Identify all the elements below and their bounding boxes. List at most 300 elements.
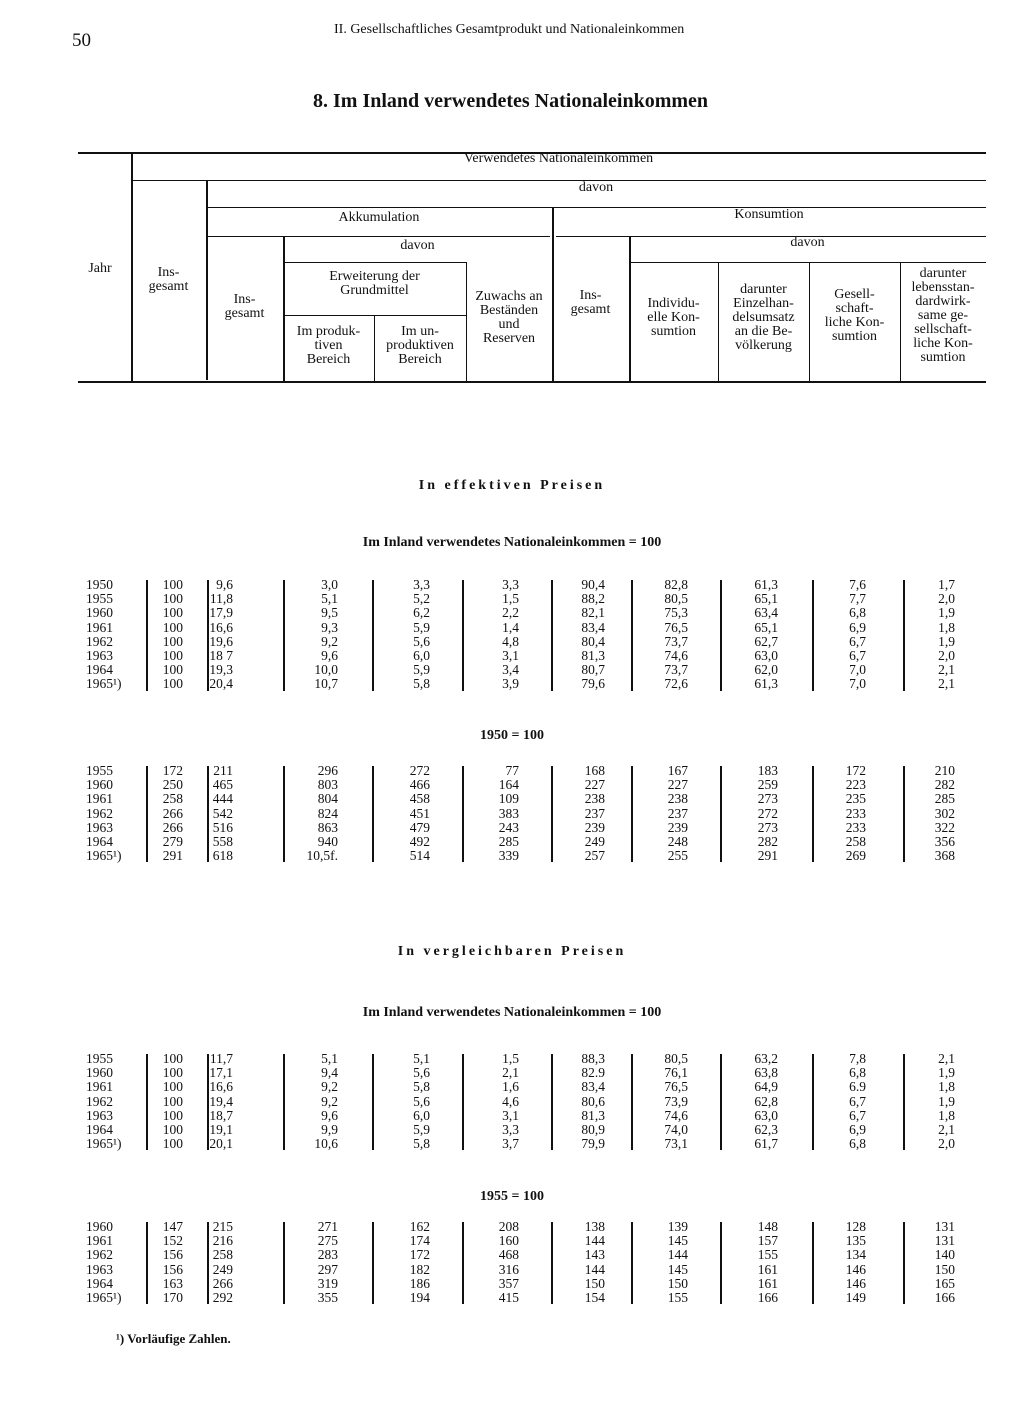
header-individuelle: [629, 297, 718, 339]
value-cell: 80,5: [664, 1051, 688, 1066]
header-insgesamt-line: Ins-: [579, 288, 602, 303]
value-cell: 11,7: [209, 1051, 233, 1066]
header-individuelle-line: Individu-: [647, 296, 700, 311]
header-im-unproduktiven-line: Im un-: [401, 324, 439, 339]
header-lebensstandard-line: sellschaft-: [914, 322, 972, 337]
value-cell: 19,4: [209, 1093, 233, 1109]
value-cell: 143: [584, 1247, 605, 1263]
value-cell: 100: [162, 676, 183, 692]
value-column: [628, 1052, 688, 1151]
header-im-unproduktiven-line: Bereich: [398, 352, 442, 367]
value-cell: 16,6: [209, 1079, 233, 1095]
value-cell: 88,3: [581, 1051, 605, 1066]
value-cell: 272: [757, 805, 778, 821]
value-cell: 3,9: [502, 676, 519, 692]
value-cell: 279: [162, 833, 183, 849]
value-column: [459, 1220, 519, 1305]
value-cell: 5,6: [413, 1093, 430, 1109]
value-cell: 940: [317, 833, 338, 849]
value-cell: 80,9: [581, 1121, 605, 1137]
value-cell: 82,8: [664, 577, 688, 592]
value-cell: 9,6: [321, 647, 338, 663]
value-cell: 296: [317, 763, 338, 778]
year-cell: 1963: [86, 1261, 113, 1277]
value-cell: 10,6: [314, 1136, 338, 1152]
value-cell: 76,5: [664, 1079, 688, 1095]
value-cell: 79,6: [581, 676, 605, 692]
value-cell: 100: [162, 662, 183, 678]
header-zuwachs-line: Zuwachs an: [475, 289, 543, 304]
year-cell: 1963: [86, 647, 113, 663]
value-cell: 211: [213, 763, 233, 778]
value-cell: 223: [845, 777, 866, 793]
value-cell: 20,4: [209, 676, 233, 692]
value-cell: 492: [409, 833, 430, 849]
value-cell: 258: [212, 1247, 233, 1263]
value-cell: 249: [212, 1261, 233, 1277]
value-cell: 249: [584, 833, 605, 849]
value-cell: 250: [162, 777, 183, 793]
value-cell: 62,0: [754, 662, 778, 678]
value-cell: 3,7: [502, 1136, 519, 1152]
year-cell: 1961: [86, 791, 113, 807]
value-cell: 145: [667, 1233, 688, 1249]
value-cell: 100: [162, 605, 183, 621]
value-cell: 183: [757, 763, 778, 778]
table-title: 8. Im Inland verwendetes Nationaleinkommen: [313, 90, 709, 112]
value-cell: 7,8: [849, 1051, 866, 1066]
header-lebensstandard-line: darunter: [919, 266, 967, 281]
value-cell: 100: [162, 1079, 183, 1095]
value-column: [718, 578, 778, 692]
value-cell: 149: [845, 1289, 866, 1305]
header-lebensstandard: [900, 267, 986, 365]
value-cell: 100: [162, 633, 183, 649]
value-cell: 156: [162, 1261, 183, 1277]
value-cell: 61,3: [754, 577, 778, 592]
value-cell: 138: [584, 1219, 605, 1234]
value-cell: 1,9: [938, 633, 955, 649]
block-subheading: Im Inland verwendetes Nationaleinkommen = 100: [362, 535, 662, 550]
value-column: [545, 1220, 605, 1305]
value-cell: 4,8: [502, 633, 519, 649]
year-cell: 1955: [86, 763, 113, 778]
value-cell: 6,0: [413, 647, 430, 663]
value-cell: 1,9: [938, 1093, 955, 1109]
header-bottom-rule: [78, 381, 986, 383]
header-zuwachs: [466, 290, 552, 346]
value-cell: 291: [757, 848, 778, 864]
value-cell: 7,0: [849, 662, 866, 678]
value-cell: 259: [757, 777, 778, 793]
value-cell: 271: [317, 1219, 338, 1234]
value-cell: 17,9: [209, 605, 233, 621]
value-cell: 468: [498, 1247, 519, 1263]
value-column: [173, 764, 233, 863]
value-cell: 355: [317, 1289, 338, 1305]
value-cell: 156: [162, 1247, 183, 1263]
header-lebensstandard-line: sumtion: [920, 350, 966, 365]
value-cell: 516: [212, 819, 233, 835]
value-cell: 81,3: [581, 1107, 605, 1123]
value-column: [895, 1052, 955, 1151]
value-cell: 618: [212, 848, 233, 864]
header-davon: davon: [790, 235, 825, 250]
value-cell: 5,1: [413, 1051, 430, 1066]
value-cell: 258: [845, 833, 866, 849]
year-cell: 1964: [86, 662, 113, 678]
value-cell: 3,1: [502, 1107, 519, 1123]
value-cell: 1,9: [938, 605, 955, 621]
value-cell: 161: [757, 1275, 778, 1291]
value-cell: 164: [498, 777, 519, 793]
header-im-produktiven: [283, 325, 374, 367]
value-cell: 82,1: [581, 605, 605, 621]
value-cell: 3,3: [502, 577, 519, 592]
block-subheading: Im Inland verwendetes Nationaleinkommen = 100: [362, 1005, 662, 1020]
header-im-produktiven-line: Im produk-: [296, 324, 361, 339]
value-cell: 144: [584, 1233, 605, 1249]
header-konsumtion: Konsumtion: [734, 207, 804, 222]
value-cell: 6,0: [413, 1107, 430, 1123]
value-cell: 5,1: [321, 1051, 338, 1066]
value-cell: 1,6: [502, 1079, 519, 1095]
header-insgesamt: [131, 266, 206, 294]
value-column: [459, 1052, 519, 1151]
value-cell: 100: [162, 1051, 183, 1066]
value-cell: 62,8: [754, 1093, 778, 1109]
year-cell: 1965¹): [86, 1136, 122, 1152]
year-cell: 1960: [86, 777, 113, 793]
value-column: [278, 578, 338, 692]
year-cell: 1965¹): [86, 676, 122, 692]
value-cell: 83,4: [581, 619, 605, 635]
value-cell: 6.9: [849, 1079, 866, 1095]
value-cell: 146: [845, 1261, 866, 1277]
value-cell: 542: [212, 805, 233, 821]
value-cell: 162: [409, 1219, 430, 1234]
value-cell: 272: [409, 763, 430, 778]
value-cell: 165: [934, 1275, 955, 1291]
value-cell: 135: [845, 1233, 866, 1249]
value-cell: 131: [934, 1233, 955, 1249]
value-cell: 80,7: [581, 662, 605, 678]
value-cell: 282: [934, 777, 955, 793]
header-gesellschaftliche: [809, 288, 900, 344]
value-cell: 415: [498, 1289, 519, 1305]
value-cell: 285: [498, 833, 519, 849]
value-cell: 146: [845, 1275, 866, 1291]
value-cell: 6,8: [849, 605, 866, 621]
value-cell: 357: [498, 1275, 519, 1291]
value-cell: 210: [934, 763, 955, 778]
year-cell: 1961: [86, 1079, 113, 1095]
value-column: [545, 764, 605, 863]
value-cell: 466: [409, 777, 430, 793]
value-cell: 5,9: [413, 1121, 430, 1137]
value-cell: 9,3: [321, 619, 338, 635]
value-cell: 186: [409, 1275, 430, 1291]
value-column: [628, 1220, 688, 1305]
header-jahr: Jahr: [88, 261, 112, 276]
value-cell: 322: [934, 819, 955, 835]
year-cell: 1965¹): [86, 1289, 122, 1305]
value-cell: 285: [934, 791, 955, 807]
value-cell: 235: [845, 791, 866, 807]
value-cell: 2,0: [938, 591, 955, 607]
value-column: [895, 1220, 955, 1305]
value-cell: 1,8: [938, 619, 955, 635]
value-cell: 257: [584, 848, 605, 864]
value-column: [895, 578, 955, 692]
value-cell: 19,6: [209, 633, 233, 649]
value-cell: 291: [162, 848, 183, 864]
value-cell: 150: [667, 1275, 688, 1291]
value-cell: 128: [845, 1219, 866, 1234]
value-cell: 134: [845, 1247, 866, 1263]
value-cell: 16,6: [209, 619, 233, 635]
value-cell: 208: [498, 1219, 519, 1234]
value-cell: 83,4: [581, 1079, 605, 1095]
value-cell: 163: [162, 1275, 183, 1291]
value-cell: 237: [667, 805, 688, 821]
value-cell: 174: [409, 1233, 430, 1249]
header-insgesamt: [552, 289, 629, 317]
value-cell: 76,1: [664, 1065, 688, 1081]
value-cell: 161: [757, 1261, 778, 1277]
header-divider: [206, 180, 208, 380]
header-zuwachs-line: Reserven: [482, 331, 536, 346]
header-gesellschaftliche-line: schaft-: [835, 301, 874, 316]
value-cell: 6,7: [849, 1093, 866, 1109]
value-cell: 1,8: [938, 1079, 955, 1095]
value-cell: 73,9: [664, 1093, 688, 1109]
value-column: [173, 578, 233, 692]
value-cell: 3,0: [321, 577, 338, 592]
value-column: [370, 764, 430, 863]
year-cell: 1963: [86, 1107, 113, 1123]
value-cell: 1,5: [502, 591, 519, 607]
value-column: [459, 578, 519, 692]
header-zuwachs-line: und: [498, 317, 520, 332]
header-einzelhandel-line: völkerung: [735, 338, 792, 353]
header-einzelhandel-line: delsumsatz: [732, 310, 795, 325]
value-cell: 2,1: [938, 662, 955, 678]
value-cell: 11,8: [209, 591, 233, 607]
year-cell: 1960: [86, 1219, 113, 1234]
value-cell: 227: [584, 777, 605, 793]
value-cell: 7,0: [849, 676, 866, 692]
value-cell: 65,1: [754, 591, 778, 607]
value-cell: 9,5: [321, 605, 338, 621]
value-cell: 6,2: [413, 605, 430, 621]
value-cell: 458: [409, 791, 430, 807]
value-cell: 75,3: [664, 605, 688, 621]
value-cell: 5,8: [413, 1136, 430, 1152]
value-cell: 65,1: [754, 619, 778, 635]
header-davon: davon: [400, 238, 435, 253]
value-cell: 9,4: [321, 1065, 338, 1081]
value-cell: 150: [584, 1275, 605, 1291]
value-cell: 275: [317, 1233, 338, 1249]
header-erweiterung-line: Erweiterung der: [329, 269, 420, 284]
value-cell: 258: [162, 791, 183, 807]
value-cell: 1,5: [502, 1051, 519, 1066]
value-cell: 144: [584, 1261, 605, 1277]
value-cell: 6,9: [849, 1121, 866, 1137]
header-erweiterung-line: Grundmittel: [340, 283, 409, 298]
value-cell: 9,6: [216, 577, 233, 592]
value-cell: 148: [757, 1219, 778, 1234]
header-verwendetes: Verwendetes Nationaleinkommen: [463, 151, 654, 166]
value-cell: 227: [667, 777, 688, 793]
value-cell: 109: [498, 791, 519, 807]
value-cell: 238: [667, 791, 688, 807]
running-head: II. Gesellschaftliches Gesamtprodukt und Nationaleinkommen: [334, 22, 685, 37]
value-cell: 2,2: [502, 605, 519, 621]
value-cell: 9,2: [321, 1079, 338, 1095]
value-cell: 100: [162, 591, 183, 607]
year-cell: 1955: [86, 1051, 113, 1066]
value-cell: 266: [162, 805, 183, 821]
header-zuwachs-line: Beständen: [479, 303, 539, 318]
value-cell: 2,1: [938, 676, 955, 692]
year-cell: 1962: [86, 633, 113, 649]
value-cell: 10,5f.: [306, 848, 338, 864]
value-cell: 1,7: [938, 577, 955, 592]
value-column: [628, 578, 688, 692]
value-cell: 9,2: [321, 1093, 338, 1109]
value-cell: 3,4: [502, 662, 519, 678]
value-cell: 368: [934, 848, 955, 864]
header-rule: [629, 262, 986, 263]
value-cell: 5,6: [413, 633, 430, 649]
value-cell: 73,1: [664, 1136, 688, 1152]
value-cell: 3,3: [502, 1121, 519, 1137]
value-column: [545, 578, 605, 692]
header-individuelle-line: sumtion: [650, 324, 697, 339]
value-cell: 339: [498, 848, 519, 864]
header-davon: davon: [578, 180, 614, 195]
header-lebensstandard-line: same ge-: [917, 308, 969, 323]
value-cell: 74,6: [664, 647, 688, 663]
header-lebensstandard-line: liche Kon-: [913, 336, 973, 351]
value-cell: 233: [845, 805, 866, 821]
value-cell: 2,0: [938, 647, 955, 663]
value-column: [370, 1220, 430, 1305]
value-cell: 824: [317, 805, 338, 821]
value-column: [173, 1220, 233, 1305]
value-cell: 238: [584, 791, 605, 807]
value-cell: 356: [934, 833, 955, 849]
value-cell: 144: [667, 1247, 688, 1263]
header-insgesamt-line: Ins-: [157, 265, 180, 280]
value-cell: 6,9: [849, 619, 866, 635]
value-cell: 6,7: [849, 647, 866, 663]
value-cell: 61,3: [754, 676, 778, 692]
value-column: [806, 764, 866, 863]
value-cell: 63,4: [754, 605, 778, 621]
value-cell: 72,6: [664, 676, 688, 692]
value-cell: 18,7: [209, 1107, 233, 1123]
value-cell: 131: [934, 1219, 955, 1234]
value-cell: 1,8: [938, 1107, 955, 1123]
value-cell: 63,8: [754, 1065, 778, 1081]
value-cell: 100: [162, 1121, 183, 1137]
value-cell: 5,8: [413, 1079, 430, 1095]
value-cell: 62,7: [754, 633, 778, 649]
value-cell: 100: [162, 1107, 183, 1123]
value-cell: 166: [934, 1289, 955, 1305]
year-cell: 1955: [86, 591, 113, 607]
value-cell: 804: [317, 791, 338, 807]
value-cell: 5,9: [413, 619, 430, 635]
header-gesellschaftliche-line: sumtion: [831, 329, 878, 344]
value-cell: 6,7: [849, 633, 866, 649]
value-column: [806, 1220, 866, 1305]
value-column: [628, 764, 688, 863]
header-insgesamt-line: gesamt: [148, 279, 189, 294]
value-cell: 243: [498, 819, 519, 835]
value-cell: 283: [317, 1247, 338, 1263]
value-column: [278, 1220, 338, 1305]
year-column: [86, 764, 122, 863]
year-cell: 1962: [86, 1247, 113, 1263]
value-cell: 302: [934, 805, 955, 821]
value-column: [173, 1052, 233, 1151]
value-cell: 6,8: [849, 1136, 866, 1152]
value-cell: 61,7: [754, 1136, 778, 1152]
value-cell: 63,2: [754, 1051, 778, 1066]
header-individuelle-line: elle Kon-: [647, 310, 700, 325]
value-cell: 170: [162, 1289, 183, 1305]
year-cell: 1962: [86, 1093, 113, 1109]
year-cell: 1965¹): [86, 848, 122, 864]
value-column: [278, 1052, 338, 1151]
value-cell: 282: [757, 833, 778, 849]
value-cell: 80,4: [581, 633, 605, 649]
value-cell: 172: [162, 763, 183, 778]
header-lebensstandard-line: dardwirk-: [915, 294, 971, 309]
value-cell: 10,7: [314, 676, 338, 692]
value-cell: 558: [212, 833, 233, 849]
value-cell: 100: [162, 1093, 183, 1109]
year-column: [86, 1052, 122, 1151]
value-cell: 10,0: [314, 662, 338, 678]
header-lebensstandard-line: lebensstan-: [911, 280, 975, 295]
header-im-unproduktiven-line: produktiven: [386, 338, 454, 353]
value-cell: 5,1: [321, 591, 338, 607]
value-cell: 81,3: [581, 647, 605, 663]
page-number: 50: [72, 30, 91, 51]
value-cell: 166: [757, 1289, 778, 1305]
value-cell: 269: [845, 848, 866, 864]
year-cell: 1961: [86, 619, 113, 635]
year-cell: 1962: [86, 805, 113, 821]
value-cell: 150: [934, 1261, 955, 1277]
value-cell: 4,6: [502, 1093, 519, 1109]
value-column: [806, 578, 866, 692]
value-cell: 465: [212, 777, 233, 793]
section-heading: In effektiven Preisen: [418, 478, 606, 493]
value-cell: 1,4: [502, 619, 519, 635]
value-cell: 3,3: [413, 577, 430, 592]
value-column: [278, 764, 338, 863]
value-cell: 79,9: [581, 1136, 605, 1152]
value-cell: 292: [212, 1289, 233, 1305]
value-cell: 17,1: [209, 1065, 233, 1081]
value-cell: 233: [845, 819, 866, 835]
